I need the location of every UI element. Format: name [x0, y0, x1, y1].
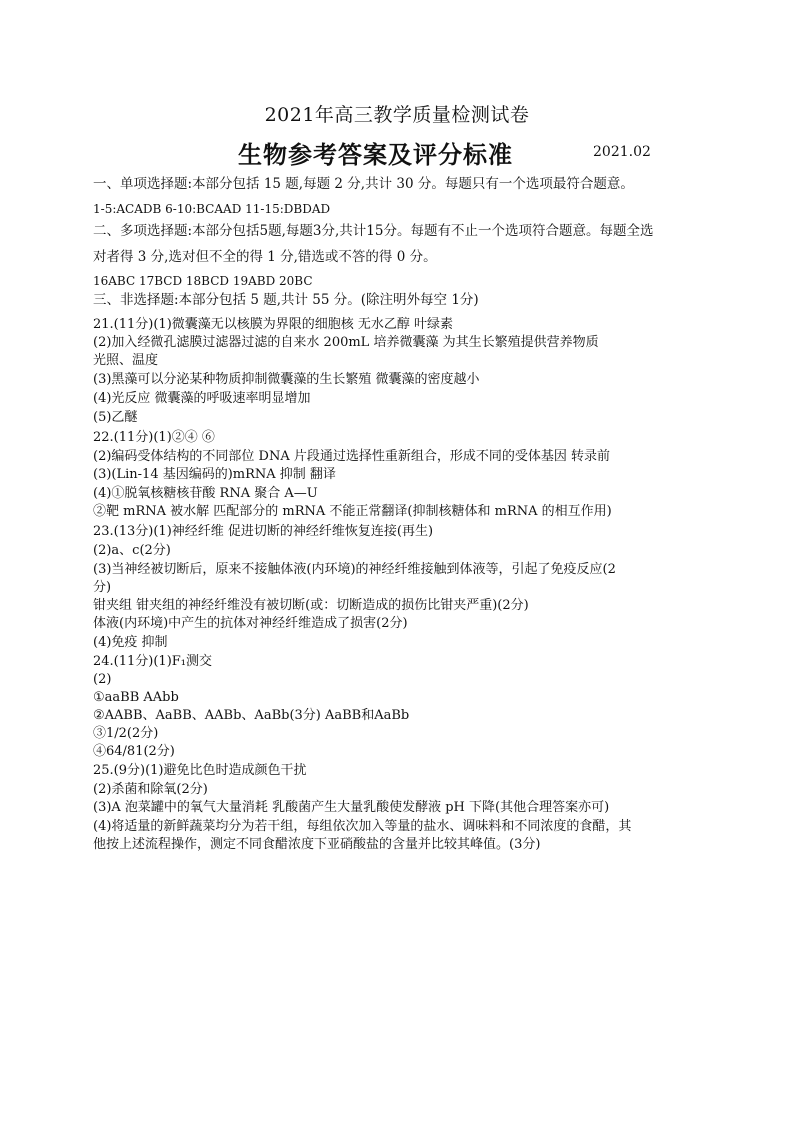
q25-line-4: (4)将适量的新鲜蔬菜均分为若干组，每组依次加入等量的盐水、调味料和不同浓度的食醋，其 [93, 819, 632, 834]
q23-line-1: 23.(13分)(1)神经纤维 促进切断的神经纤维恢复连接(再生) [93, 524, 434, 539]
q24-line-4: ②AABB、AaBB、AABb、AaBb(3分) AaBB和AaBb [93, 708, 410, 723]
q23-line-6: 体液(内环境)中产生的抗体对神经纤维造成了损害(2分) [93, 616, 408, 631]
exam-title: 2021年高三教学质量检测试卷 [264, 104, 530, 126]
q25-line-5: 他按上述流程操作，测定不同食醋浓度下亚硝酸盐的含量并比较其峰值。(3分) [93, 837, 541, 852]
q25-line-3: (3)A 泡菜罐中的氧气大量消耗 乳酸菌产生大量乳酸使发酵液 pH 下降(其他合理答案亦可) [93, 800, 610, 815]
exam-date: 2021.02 [593, 144, 651, 160]
single-choice-answers: 1-5:ACADB 6-10:BCAAD 11-15:DBDAD [93, 202, 331, 216]
q21-line-6: (5)乙醚 [93, 410, 138, 425]
q21-line-2: (2)加入经微孔滤膜过滤器过滤的自来水 200mL 培养微囊藻 为其生长繁殖提供营养物质 [93, 335, 599, 350]
answer-key-heading: 生物参考答案及评分标准 [238, 141, 513, 169]
q22-line-5: ②靶 mRNA 被水解 匹配部分的 mRNA 不能正常翻译(抑制核糖体和 mRNA 的相互作用) [93, 504, 612, 519]
q24-line-5: ③1/2(2分) [93, 726, 159, 741]
q21-line-3: 光照、温度 [93, 353, 159, 368]
section-1-heading: 一、单项选择题:本部分包括 15 题,每题 2 分,共计 30 分。每题只有一个选项最符合题意。 [93, 176, 634, 192]
q23-line-2: (2)a、c(2分) [93, 543, 171, 558]
q23-line-5: 钳夹组 钳夹组的神经纤维没有被切断(或：切断造成的损伤比钳夹严重)(2分) [93, 598, 529, 613]
q24-line-1: 24.(11分)(1)F₁测交 [93, 654, 213, 669]
q25-line-2: (2)杀菌和除氧(2分) [93, 782, 208, 797]
multi-choice-answers: 16ABC 17BCD 18BCD 19ABD 20BC [93, 274, 313, 288]
q23-line-3: (3)当神经被切断后，原来不接触体液(内环境)的神经纤维接触到体液等，引起了免疫反应(2 [93, 562, 616, 577]
section-2-heading: 二、多项选择题:本部分包括5题,每题3分,共计15分。每题有不止一个选项符合题意。每题全选 [93, 223, 654, 239]
q22-line-3: (3)(Lin-14 基因编码的)mRNA 抑制 翻译 [93, 467, 336, 482]
q21-line-4: (3)黑藻可以分泌某种物质抑制微囊藻的生长繁殖 微囊藻的密度越小 [93, 372, 480, 387]
q23-line-4: 分) [93, 580, 112, 595]
q25-line-1: 25.(9分)(1)避免比色时造成颜色干扰 [93, 763, 307, 778]
q21-line-5: (4)光反应 微囊藻的呼吸速率明显增加 [93, 391, 311, 406]
q24-line-2: (2) [93, 672, 112, 687]
q22-line-1: 22.(11分)(1)②④ ⑥ [93, 430, 215, 445]
q21-line-1: 21.(11分)(1)微囊藻无以核膜为界限的细胞核 无水乙醇 叶绿素 [93, 317, 454, 332]
q22-line-2: (2)编码受体结构的不同部位 DNA 片段通过选择性重新组合，形成不同的受体基因 转录前 [93, 449, 610, 464]
q22-line-4: (4)①脱氧核糖核苷酸 RNA 聚合 A—U [93, 486, 318, 501]
section-2-scoring: 对者得 3 分,选对但不全的得 1 分,错选或不答的得 0 分。 [93, 249, 437, 265]
q23-line-7: (4)免疫 抑制 [93, 635, 168, 650]
subtitle-row [0, 135, 794, 169]
q24-line-3: ①aaBB AAbb [93, 690, 179, 705]
section-3-heading: 三、非选择题:本部分包括 5 题,共计 55 分。(除注明外每空 1分) [93, 292, 479, 308]
q24-line-6: ④64/81(2分) [93, 744, 175, 759]
